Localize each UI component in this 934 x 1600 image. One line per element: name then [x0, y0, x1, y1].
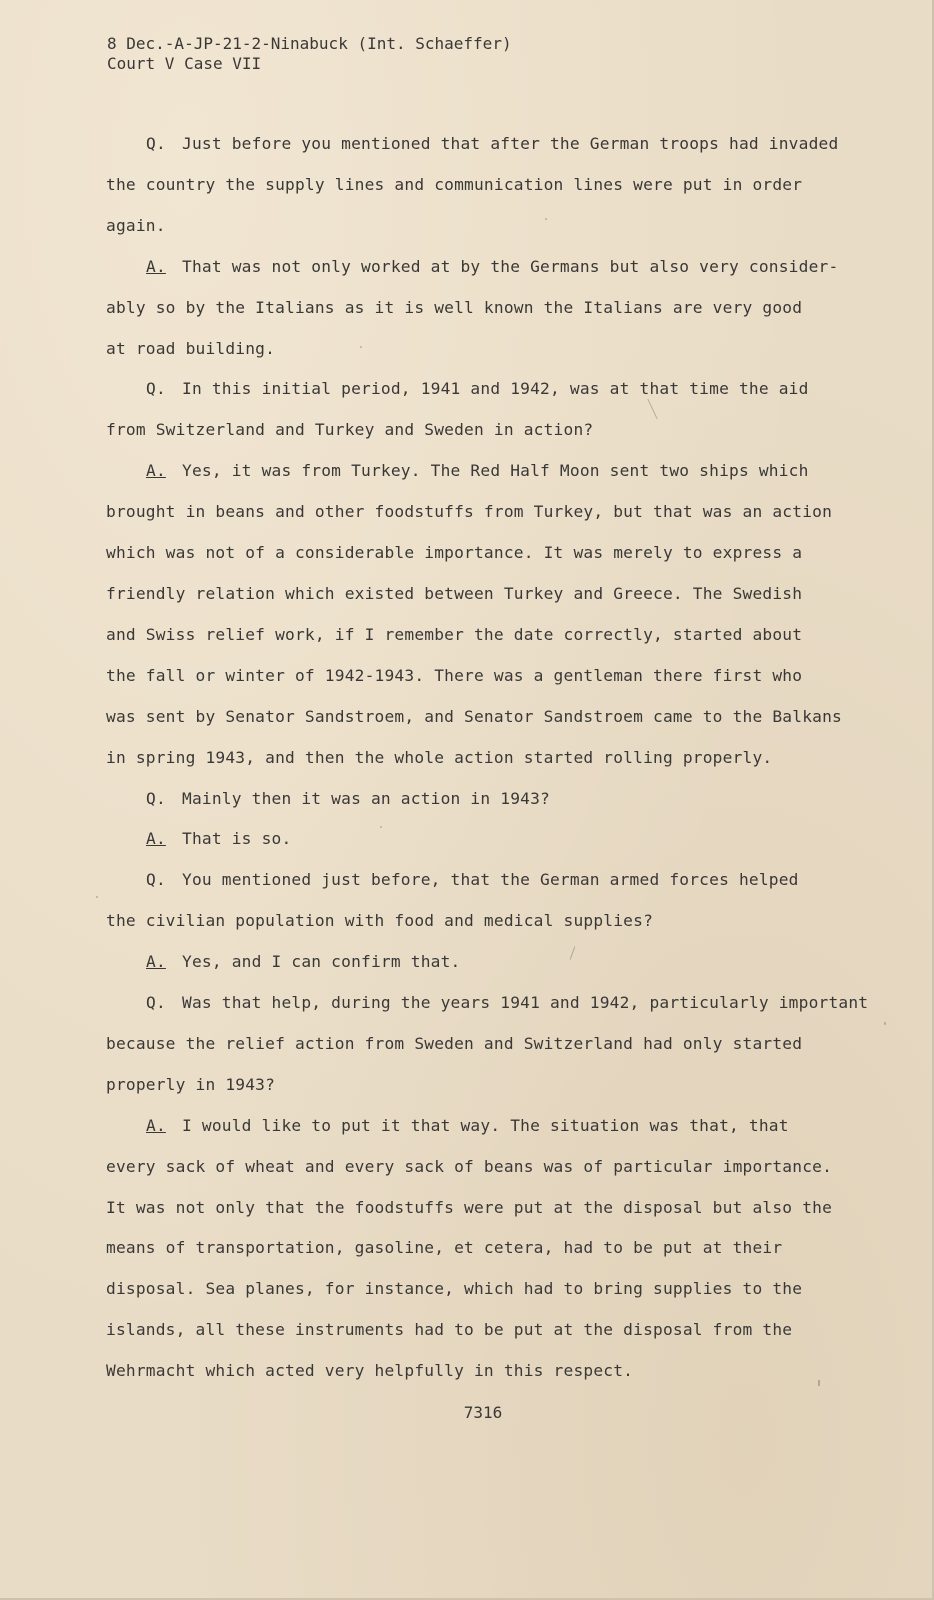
- answer-paragraph: [106, 247, 896, 370]
- line-text: That was not only worked at by the Germans but also very consider-: [182, 256, 839, 276]
- question-paragraph: [106, 860, 896, 942]
- line-text: In this initial period, 1941 and 1942, was at that time the aid: [182, 379, 809, 399]
- transcript-line: [106, 819, 896, 860]
- question-paragraph: [106, 124, 896, 247]
- transcript-line: [106, 1147, 896, 1188]
- line-text: the fall or winter of 1942-1943. There was a gentleman there first who: [106, 665, 803, 685]
- transcript-line: [106, 1269, 896, 1310]
- transcript-line: [106, 1310, 896, 1351]
- speaker-label: A.: [146, 256, 166, 276]
- line-text: from Switzerland and Turkey and Sweden in action?: [106, 420, 594, 440]
- line-text: because the relief action from Sweden and Switzerland had only started: [106, 1033, 803, 1053]
- answer-paragraph: [106, 819, 896, 860]
- line-text: at road building.: [106, 338, 276, 358]
- line-text: Mainly then it was an action in 1943?: [182, 788, 550, 808]
- line-text: You mentioned just before, that the German armed forces helped: [182, 870, 799, 890]
- line-text: That is so.: [182, 829, 292, 849]
- line-text: the civilian population with food and medical supplies?: [106, 911, 654, 931]
- line-text: in spring 1943, and then the whole action started rolling properly.: [106, 747, 773, 767]
- speaker-label: A.: [146, 829, 166, 849]
- paper-speck: [360, 346, 362, 348]
- transcript-line: [106, 1106, 896, 1147]
- paper-speck: [96, 896, 98, 898]
- line-text: disposal. Sea planes, for instance, which had to bring supplies to the: [106, 1279, 803, 1299]
- line-text: Wehrmacht which acted very helpfully in this respect.: [106, 1361, 634, 1381]
- speaker-label: Q.: [146, 993, 166, 1013]
- transcript-line: [106, 1228, 896, 1269]
- header-line-2: Court V Case VII: [107, 54, 262, 73]
- header-line-1: 8 Dec.-A-JP-21-2-Ninabuck (Int. Schaeffer): [107, 34, 512, 53]
- speaker-label: Q.: [146, 379, 166, 399]
- paper-speck: [884, 1022, 886, 1025]
- transcript-line: [106, 615, 896, 656]
- question-paragraph: [106, 779, 896, 820]
- transcript-line: [106, 288, 896, 329]
- line-text: the country the supply lines and communication lines were put in order: [106, 174, 803, 194]
- transcript-line: [106, 247, 896, 288]
- transcript-line: [106, 942, 896, 983]
- transcript-body: [106, 124, 896, 1392]
- paper-speck: [380, 826, 382, 828]
- line-text: which was not of a considerable importance. It was merely to express a: [106, 543, 803, 563]
- line-text: brought in beans and other foodstuffs from Turkey, but that was an action: [106, 502, 833, 522]
- line-text: Yes, and I can confirm that.: [182, 952, 461, 972]
- line-text: means of transportation, gasoline, et cetera, had to be put at their: [106, 1238, 783, 1258]
- line-text: again.: [106, 215, 166, 235]
- transcript-line: [106, 451, 896, 492]
- transcript-line: [106, 738, 896, 779]
- question-paragraph: [106, 983, 896, 1106]
- line-text: every sack of wheat and every sack of beans was of particular importance.: [106, 1156, 833, 1176]
- transcript-line: [106, 860, 896, 901]
- line-text: islands, all these instruments had to be put at the disposal from the: [106, 1320, 793, 1340]
- speaker-label: Q.: [146, 788, 166, 808]
- line-text: was sent by Senator Sandstroem, and Senator Sandstroem came to the Balkans: [106, 706, 842, 726]
- speaker-label: A.: [146, 952, 166, 972]
- transcript-line: [106, 206, 896, 247]
- transcript-line: [106, 901, 896, 942]
- speaker-label: A.: [146, 1115, 166, 1135]
- paper-speck: [818, 1380, 820, 1386]
- transcript-line: [106, 1065, 896, 1106]
- line-text: and Swiss relief work, if I remember the date correctly, started about: [106, 624, 803, 644]
- line-text: properly in 1943?: [106, 1074, 276, 1094]
- answer-paragraph: [106, 1106, 896, 1392]
- transcript-line: [106, 329, 896, 370]
- line-text: Yes, it was from Turkey. The Red Half Moon sent two ships which: [182, 461, 809, 481]
- speaker-label: Q.: [146, 134, 166, 153]
- page-number: 7316: [463, 1403, 503, 1422]
- transcript-line: [106, 1188, 896, 1229]
- line-text: friendly relation which existed between Turkey and Greece. The Swedish: [106, 583, 803, 603]
- transcript-line: [106, 574, 896, 615]
- paper-speck: [545, 218, 547, 220]
- speaker-label: A.: [146, 461, 166, 481]
- transcript-line: [106, 697, 896, 738]
- transcript-line: [106, 369, 896, 410]
- question-paragraph: [106, 369, 896, 451]
- transcript-line: [106, 1351, 896, 1392]
- line-text: I would like to put it that way. The situation was that, that: [182, 1115, 789, 1135]
- transcript-line: [106, 165, 896, 206]
- transcript-line: [106, 410, 896, 451]
- transcript-line: [106, 533, 896, 574]
- transcript-line: [106, 1024, 896, 1065]
- line-text: ably so by the Italians as it is well known the Italians are very good: [106, 297, 803, 317]
- line-text: It was not only that the foodstuffs were put at the disposal but also the: [106, 1197, 833, 1217]
- answer-paragraph: [106, 451, 896, 778]
- transcript-line: [106, 983, 896, 1024]
- transcript-line: [106, 124, 896, 165]
- transcript-line: [106, 656, 896, 697]
- transcript-line: [106, 492, 896, 533]
- line-text: Was that help, during the years 1941 and 1942, particularly important: [182, 993, 869, 1013]
- transcript-line: [106, 779, 896, 820]
- speaker-label: Q.: [146, 870, 166, 890]
- line-text: Just before you mentioned that after the German troops had invaded: [182, 134, 839, 153]
- answer-paragraph: [106, 942, 896, 983]
